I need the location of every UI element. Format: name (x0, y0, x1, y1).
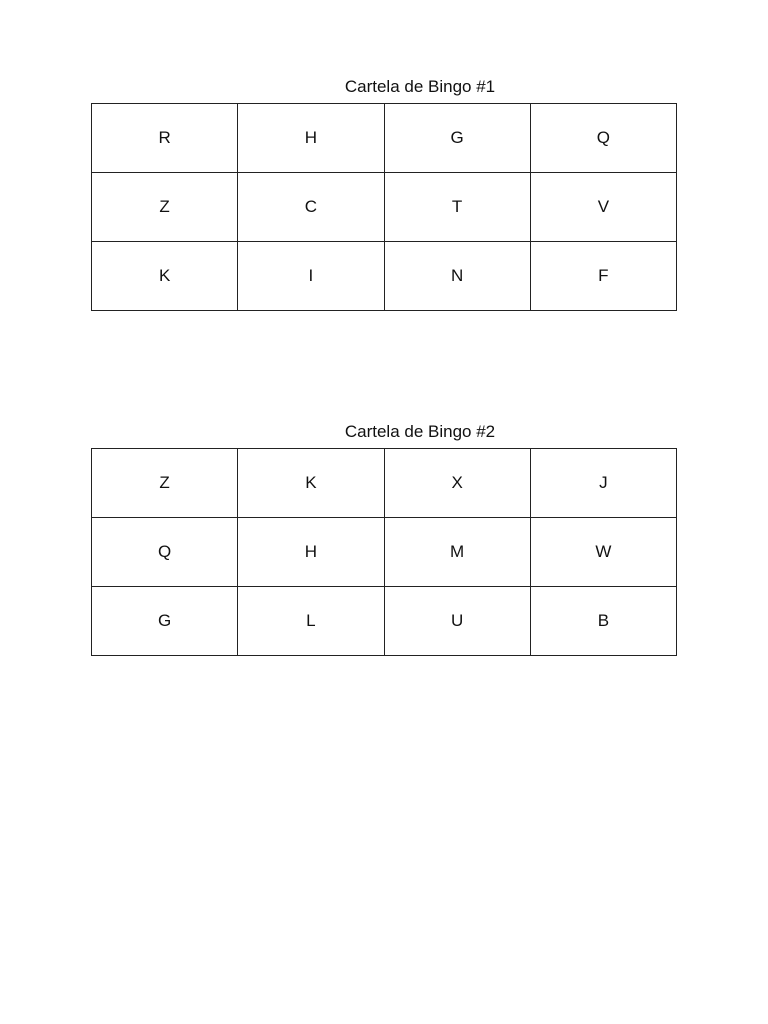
grid-cell: U (384, 587, 530, 656)
grid-cell: N (384, 242, 530, 311)
grid-cell: L (238, 587, 384, 656)
grid-cell: W (530, 518, 676, 587)
grid-cell: B (530, 587, 676, 656)
grid-cell: H (238, 518, 384, 587)
grid-cell: T (384, 173, 530, 242)
grid-row (92, 242, 677, 311)
grid-cell: H (238, 104, 384, 173)
bingo-grid-1 (91, 103, 677, 311)
grid-cell: F (530, 242, 676, 311)
grid-cell: X (384, 449, 530, 518)
grid-cell: C (238, 173, 384, 242)
grid-cell: Z (92, 449, 238, 518)
grid-row (92, 587, 677, 656)
grid-cell: K (238, 449, 384, 518)
grid-row (92, 104, 677, 173)
grid-cell: Z (92, 173, 238, 242)
grid-cell: M (384, 518, 530, 587)
grid-row (92, 449, 677, 518)
grid-cell: Q (530, 104, 676, 173)
grid-cell: G (92, 587, 238, 656)
grid-cell: Q (92, 518, 238, 587)
grid-cell: J (530, 449, 676, 518)
grid-row (92, 173, 677, 242)
grid-cell: V (530, 173, 676, 242)
grid-row (92, 518, 677, 587)
bingo-grid-2 (91, 448, 677, 656)
grid-cell: G (384, 104, 530, 173)
grid-cell: K (92, 242, 238, 311)
grid-cell: R (92, 104, 238, 173)
card-title-1: Cartela de Bingo #1 (344, 77, 496, 96)
grid-cell: I (238, 242, 384, 311)
card-title-2: Cartela de Bingo #2 (344, 422, 496, 441)
